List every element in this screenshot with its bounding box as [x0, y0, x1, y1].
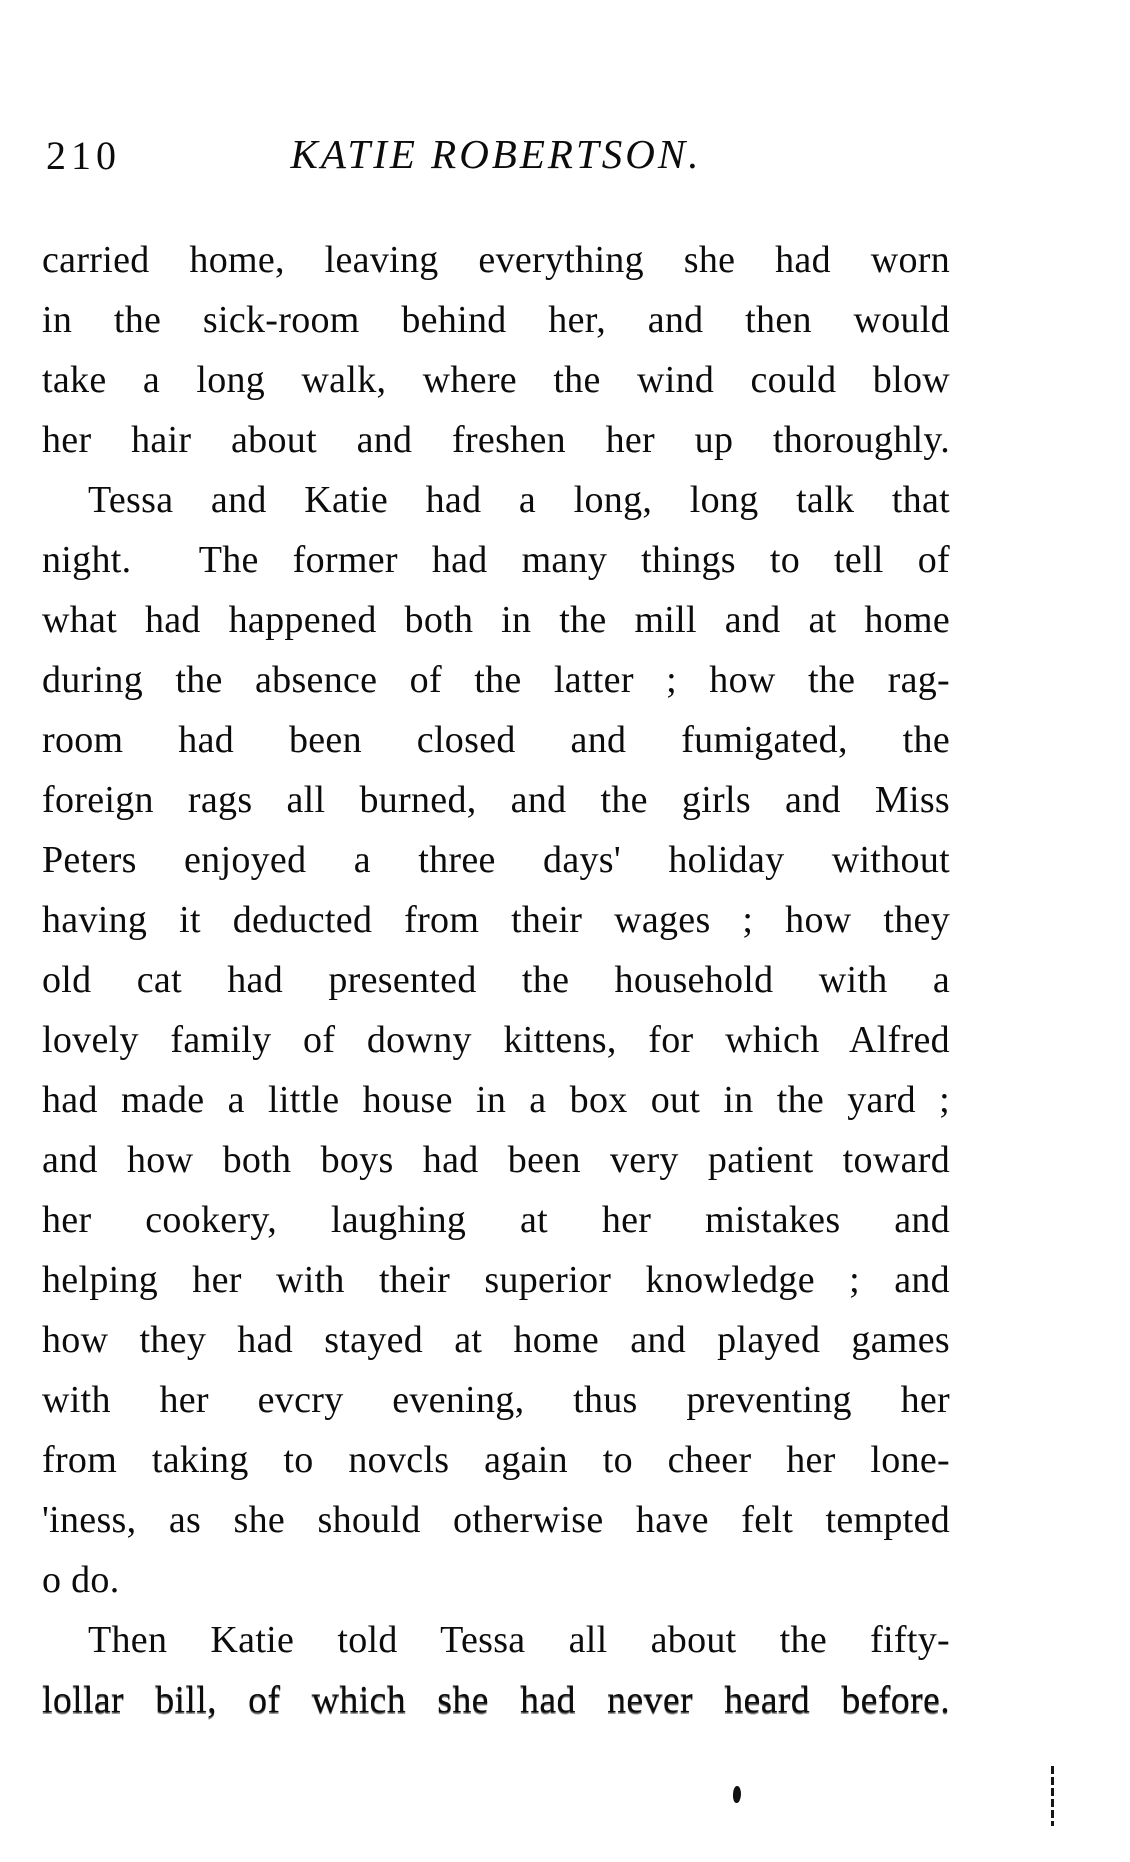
page-header	[42, 130, 950, 184]
running-title: KATIE ROBERTSON.	[290, 131, 702, 177]
text-line: during the absence of the latter ; how the rag-	[42, 659, 950, 701]
text-line: how they had stayed at home and played games	[42, 1319, 950, 1361]
text-line: lollar bill, of which she had never heard before.	[42, 1679, 950, 1721]
text-line: room had been closed and fumigated, the	[42, 719, 950, 761]
text-line: and how both boys had been very patient toward	[42, 1139, 950, 1181]
text-line: Peters enjoyed a three days' holiday without	[42, 839, 950, 881]
text-line: had made a little house in a box out in the yard ;	[42, 1079, 950, 1121]
text-line: old cat had presented the household with a	[42, 959, 950, 1001]
scan-edge-line-mark	[1051, 1766, 1054, 1826]
text-line: night. The former had many things to tell of	[42, 539, 950, 581]
text-line: o do.	[42, 1559, 120, 1601]
page-number: 210	[46, 133, 121, 178]
text-line: take a long walk, where the wind could blow	[42, 359, 950, 401]
ink-speck-mark	[732, 1786, 741, 1804]
text-line: carried home, leaving everything she had worn	[42, 239, 950, 281]
text-line: having it deducted from their wages ; how they	[42, 899, 950, 941]
text-line: foreign rags all burned, and the girls and Miss	[42, 779, 950, 821]
text-line: her cookery, laughing at her mistakes and	[42, 1199, 950, 1241]
text-line: Tessa and Katie had a long, long talk that	[88, 479, 950, 521]
text-line: 'iness, as she should otherwise have felt tempted	[42, 1499, 950, 1541]
text-line: with her evcry evening, thus preventing her	[42, 1379, 950, 1421]
text-line: from taking to novcls again to cheer her lone-	[42, 1439, 950, 1481]
text-line: lovely family of downy kittens, for which Alfred	[42, 1019, 950, 1061]
text-line: her hair about and freshen her up thoroughly.	[42, 419, 950, 461]
body-text	[42, 230, 950, 1730]
text-line: helping her with their superior knowledge ; and	[42, 1259, 950, 1301]
text-line: what had happened both in the mill and at home	[42, 599, 950, 641]
text-line: Then Katie told Tessa all about the fifty-	[88, 1619, 950, 1661]
text-line: in the sick-room behind her, and then would	[42, 299, 950, 341]
